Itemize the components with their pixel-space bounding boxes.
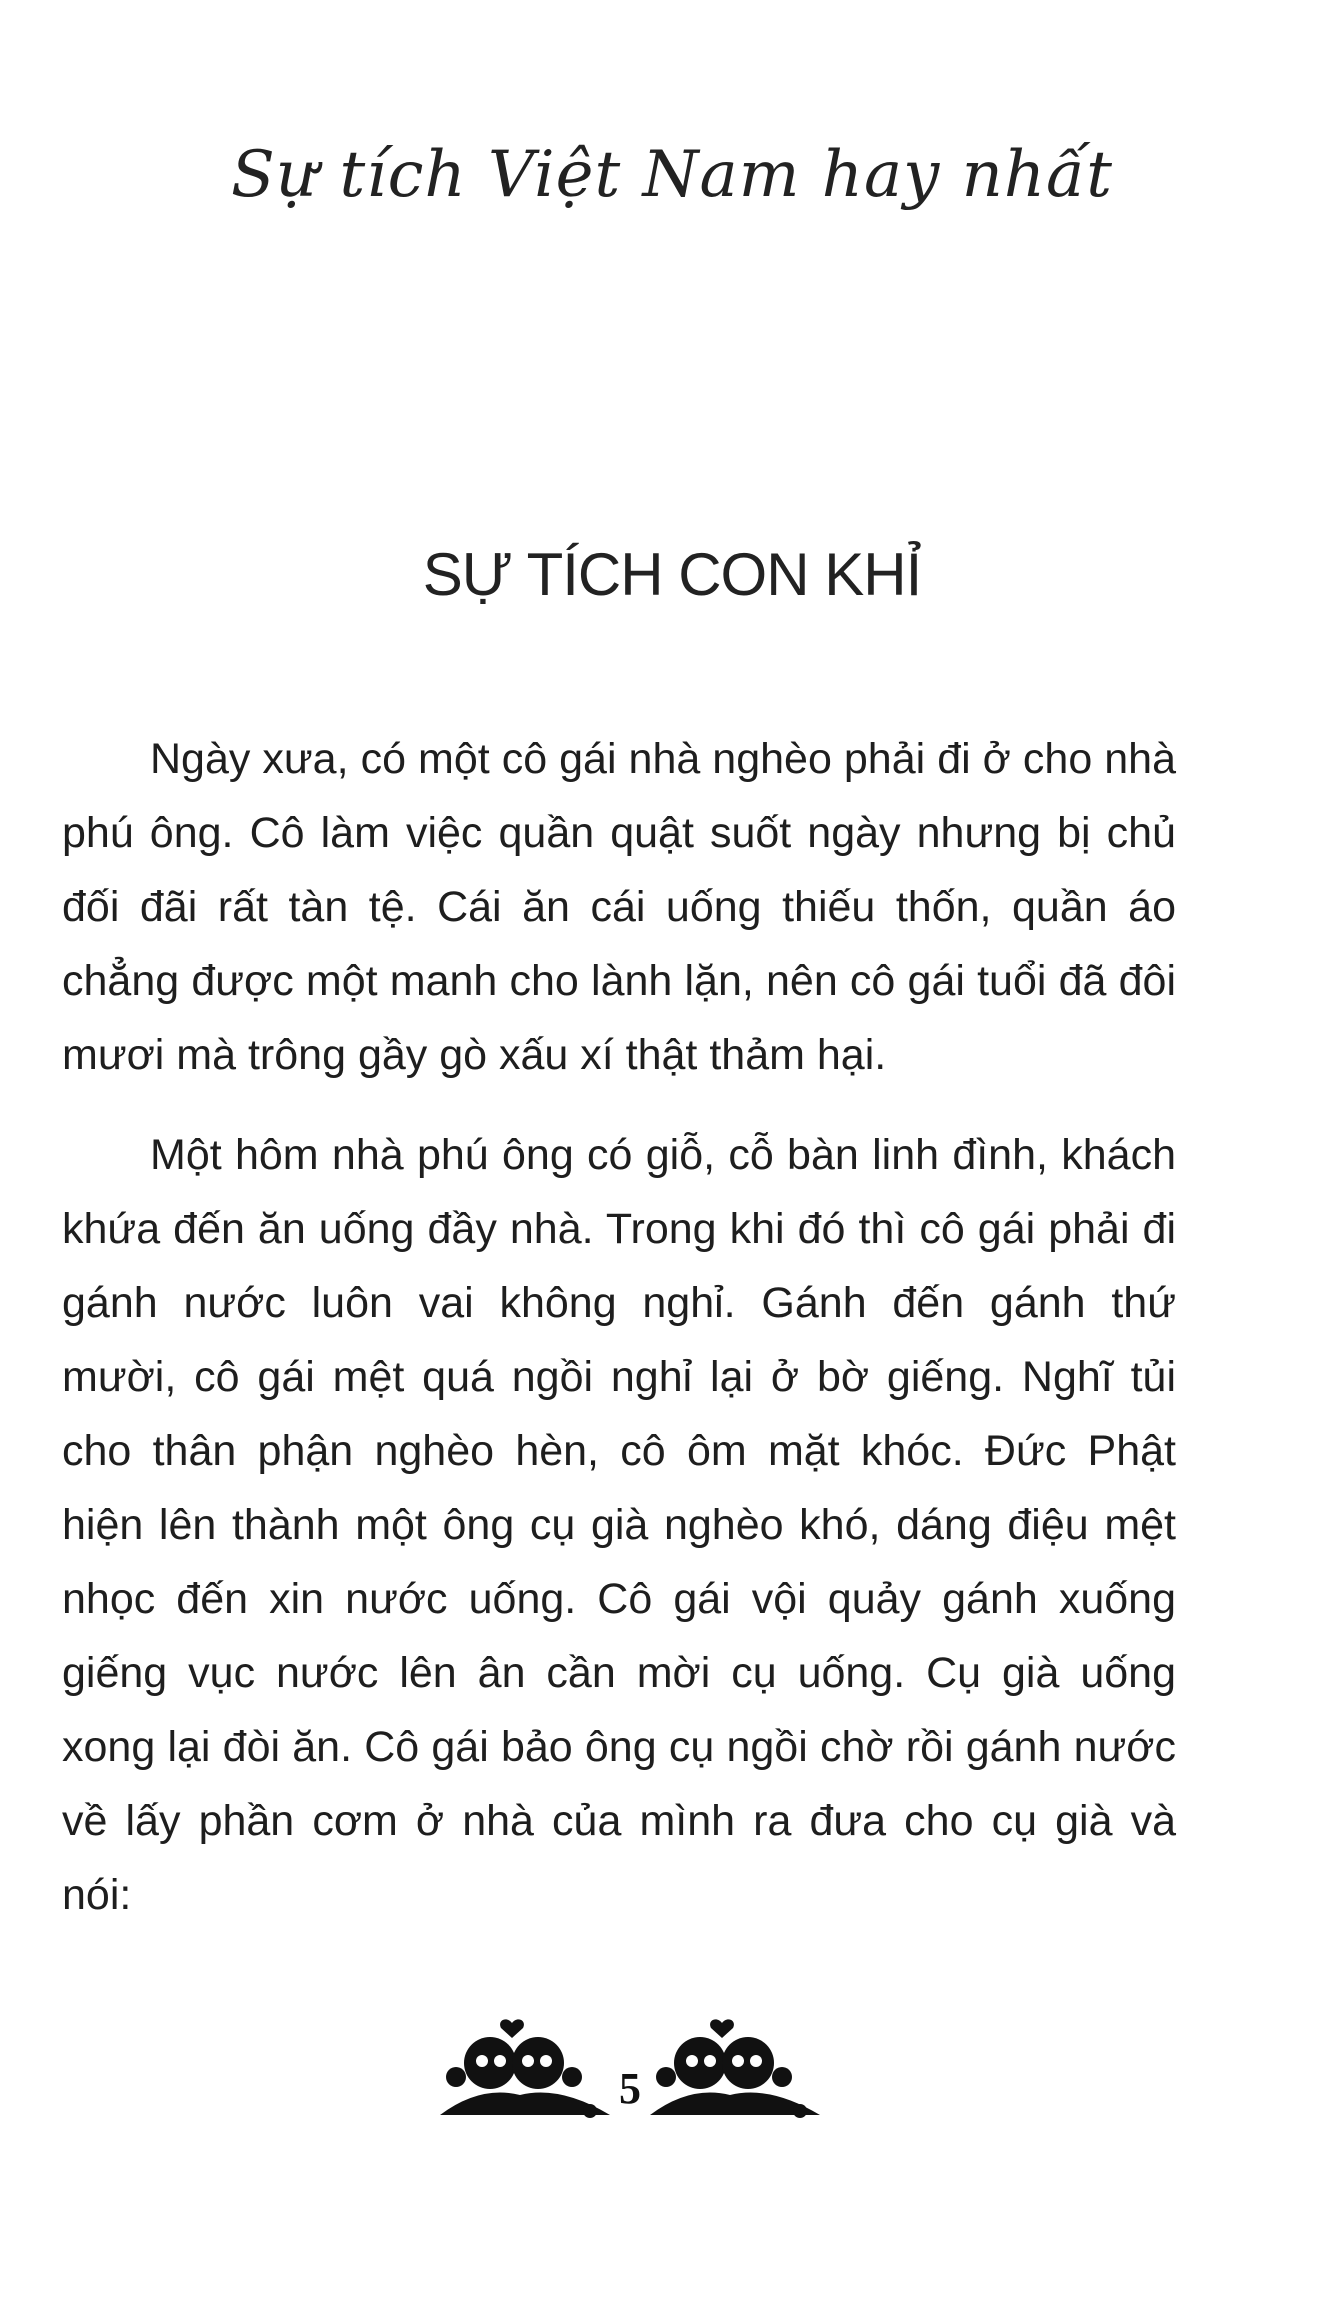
page-footer xyxy=(430,2015,910,2125)
paragraph-2: Một hôm nhà phú ông có giỗ, cỗ bàn linh đình, khách khứa đến ăn uống đầy nhà. Trong khi đó thì cô gái phải đi gánh nước luôn vai không nghỉ. Gánh đến gánh thứ mười, cô gái mệt quá ngồi nghỉ lại ở bờ giếng. Nghĩ tủi cho thân phận nghèo hèn, cô ôm mặt khóc. Đức Phật hiện lên thành một ông cụ già nghèo khó, dáng điệu mệt nhọc đến xin nước uống. Cô gái vội quảy gánh xuống giếng vục nước lên ân cần mời cụ uống. Cụ già uống xong lại đòi ăn. Cô gái bảo ông cụ ngồi chờ rồi gánh nước về lấy phần cơm ở nhà của mình ra đưa cho cụ già và nói: xyxy=(62,1131,1176,1919)
couple-heart-ornament-icon xyxy=(640,2015,830,2125)
running-header: Sự tích Việt Nam hay nhất xyxy=(231,138,1113,212)
couple-heart-ornament-icon xyxy=(430,2015,620,2125)
page-number: 5 xyxy=(619,2064,641,2113)
story-title: SỰ TÍCH CON KHỈ xyxy=(422,541,922,608)
story-body xyxy=(62,722,1176,1958)
paragraph-1: Ngày xưa, có một cô gái nhà nghèo phải đi ở cho nhà phú ông. Cô làm việc quần quật suốt ngày nhưng bị chủ đối đãi rất tàn tệ. Cái ăn cái uống thiếu thốn, quần áo chẳng được một manh cho lành lặn, nên cô gái tuổi đã đôi mươi mà trông gầy gò xấu xí thật thảm hại. xyxy=(62,735,1176,1079)
